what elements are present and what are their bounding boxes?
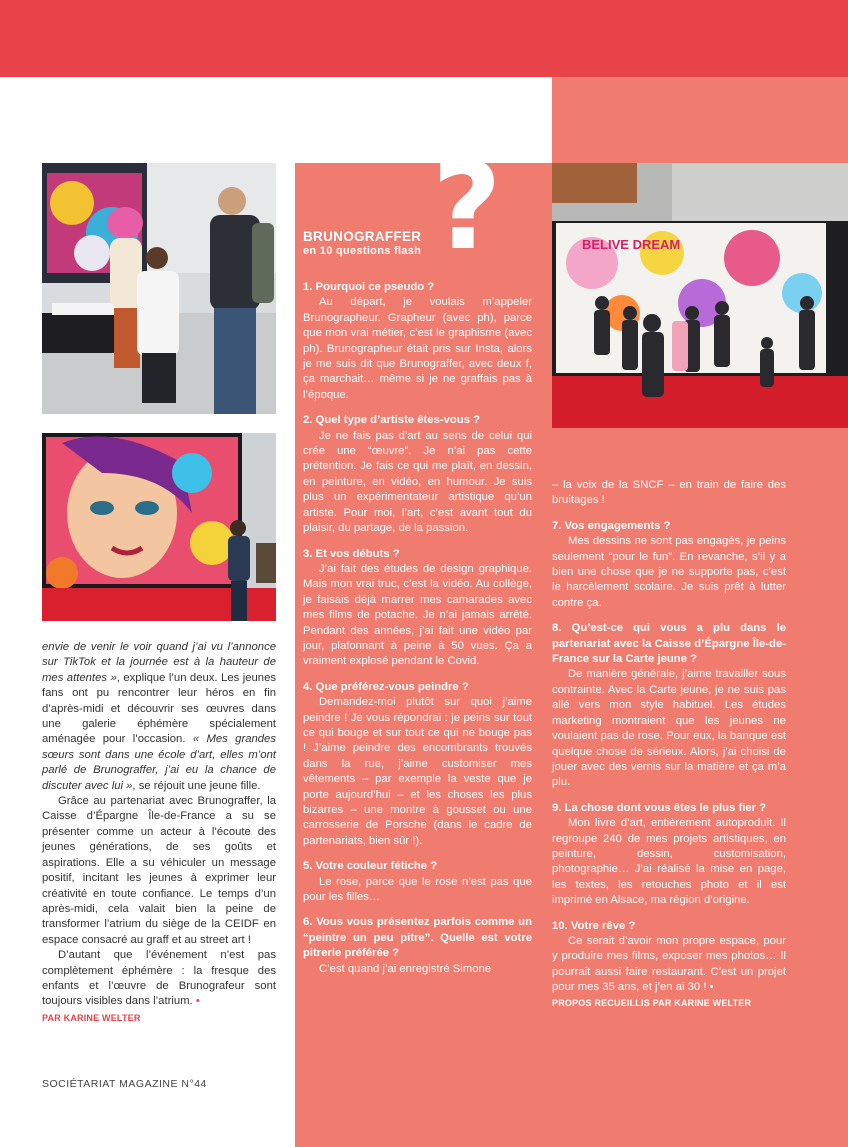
question-4: 4. Que préférez-vous peindre ? bbox=[303, 680, 469, 693]
headline-title: BRUNOGRAFFER bbox=[303, 229, 422, 244]
left-paragraph-2 bbox=[42, 794, 276, 948]
question-3: 3. Et vos débuts ? bbox=[303, 547, 400, 560]
qa-item-7 bbox=[552, 519, 786, 611]
left-paragraph-1 bbox=[42, 640, 276, 794]
answer-8: De manière générale, j’aime travailler sous contrainte. Avec la Carte jeune, je ne suis pas allé vers mon style habituel. Les études marketing montraient que les jeunes ne voulaient pas de rose. Pour eux, la banque est quelque chose de sérieux. Alors, j’ai choisi de jouer avec des vernis sur la matière et ça m’a plu. bbox=[552, 668, 786, 789]
qa-item-2 bbox=[303, 413, 532, 536]
question-8: 8. Qu’est-ce qui vous a plu dans le partenariat avec la Caisse d’Épargne Île-de-France sur la Carte jeune ? bbox=[552, 622, 786, 666]
left-paragraph-2-run: Grâce au partenariat avec Brunograffer, la Caisse d’Épargne Île-de-France a su se présenter comme un acteur à l’écoute des jeunes générations, de ses goûts et aspirations. Elle a su véhiculer un message positif, incitant les jeunes à exprimer leur créativité en toute confiance. Le temps d’un après-midi, cela valait bien la peine de transformer l’atrium du siège de la CEIDF en espace consacré au graff et au street art ! bbox=[42, 795, 276, 946]
question-5: 5. Votre couleur fétiche ? bbox=[303, 860, 438, 873]
answer-6: C’est quand j’ai enregistré Simone bbox=[319, 962, 492, 975]
right-qa-column bbox=[552, 478, 786, 1011]
answer-6-continued: – la voix de la SNCF – en train de faire des bruitages ! bbox=[552, 479, 786, 507]
answer-2: Je ne fais pas d’art au sens de celui qui crée une “œuvre”. Je n’ai pas cette prétention. Je fais ce qui me plaît, en dessin, en peinture, en vidéo, en humour. Je suis plus un expérimentateur artistique qu’un artiste. Pour moi, l’art, c’est avant tout du plaisir, du partage, de la passion. bbox=[303, 429, 532, 535]
qa-item-6 bbox=[303, 915, 532, 977]
magazine-footer: SOCIÉTARIAT MAGAZINE N°44 bbox=[42, 1078, 207, 1090]
question-1: 1. Pourquoi ce pseudo ? bbox=[303, 281, 435, 293]
left-paragraph-1-run: « Mes grandes sœurs sont dans une école d’art, elles m’ont parlé de Brunograffer, j’ai eu la chance de discuter avec lui » bbox=[42, 733, 276, 792]
left-article-text bbox=[42, 640, 276, 1026]
headline-subtitle: en 10 questions flash bbox=[303, 245, 422, 257]
answer-9: Mon livre d’art, entièrement autoproduit. Il regroupe 240 de mes projets artistiques, en peinture, dessin, customisation, photographie… J’ai réalisé la mise en page, les textes, les retouches photo et il est imprimé en Alsace, ma région d’origine. bbox=[552, 817, 786, 907]
left-paragraph-1-run: , explique l’un deux. Les jeunes fans ont pu rencontrer leur héros en fin d’après-midi et découvrir ses œuvres dans une galerie éphémère spécialement aménagée pour l’occasion. bbox=[42, 671, 276, 746]
top-color-band bbox=[0, 0, 848, 77]
answer-10: Ce serait d’avoir mon propre espace, pour y produire mes films, exposer mes photos… Il pourrait aussi faire restaurant. C’est un projet pour mes 35 ans, et j’en ai 30 ! • bbox=[552, 934, 786, 994]
left-byline: PAR KARINE WELTER bbox=[42, 1012, 141, 1023]
left-paragraph-3-run: • bbox=[195, 995, 200, 1008]
photo-portrait-fresque bbox=[42, 433, 276, 621]
qa-item-3 bbox=[303, 547, 532, 670]
left-paragraph-3 bbox=[42, 948, 276, 1010]
photo-artist-with-fans bbox=[42, 163, 276, 414]
question-9: 9. La chose dont vous êtes le plus fier ? bbox=[552, 801, 767, 814]
answer-6-continued-block bbox=[552, 478, 786, 509]
answer-4: Demandez-moi plutôt sur quoi j’aime peindre ! Je vous répondrai : je peins sur tout ce qui bouge et sur tout ce qui ne bouge pas ! J’aime peindre des encombrants trouvés dans la rue, j’aime customiser mes vêtements – par exemple la veste que je porte aujourd’hui – et les choses les plus bizarres – une montre à gousset ou une carrosserie de Porsche (dans le cadre de partenariats, bien sûr !). bbox=[303, 696, 532, 847]
right-header-band bbox=[552, 77, 848, 163]
middle-qa-column bbox=[303, 280, 532, 987]
photo-children-painting bbox=[552, 163, 848, 428]
qa-item-5 bbox=[303, 859, 532, 905]
answer-1: Au départ, je voulais m’appeler Brunographeur. Grapheur (avec ph), parce que mon vrai métier, c’est le graphisme (avec ph). Brunographeur était pris sur Insta, alors je me suis dit que Brunograffer, avec deux f, ça marchait… même si je ne graffais pas à l’époque. bbox=[303, 296, 532, 401]
question-mark-graphic: ? bbox=[432, 138, 502, 277]
answer-5: Le rose, parce que le rose n’est pas que pour les filles… bbox=[303, 875, 532, 904]
question-7: 7. Vos engagements ? bbox=[552, 519, 671, 532]
question-10: 10. Votre rêve ? bbox=[552, 919, 636, 932]
qa-item-10 bbox=[552, 919, 786, 1011]
answer-7: Mes dessins ne sont pas engagés, je peins seulement “pour le fun”. En revanche, s’il y a bien une chose que je ne supporte pas, c’est le harcèlement scolaire. Je suis prêt à lutter contre ça. bbox=[552, 535, 786, 609]
qa-item-4 bbox=[303, 680, 532, 849]
qa-item-8 bbox=[552, 621, 786, 790]
qa-item-1 bbox=[303, 280, 532, 403]
question-2: 2. Quel type d’artiste êtes-vous ? bbox=[303, 414, 481, 427]
left-paragraph-1-run: envie de venir le voir quand j’ai vu l’annonce sur TikTok et la journée est à la hauteur de mes attentes » bbox=[42, 641, 276, 684]
graffiti-text: BELIVE DREAM bbox=[582, 237, 681, 252]
answer-3: J’ai fait des études de design graphique. Mais mon vrai truc, c’est la vidéo. Au collège, je faisais déjà marrer mes camarades avec mes films de potache. Je n’ai jamais arrêté. Pendant des années, j’ai fait une vidéo par jour, plafonnant à peine à 50 vues. Ça a vraiment explosé pendant le Covid. bbox=[303, 562, 532, 668]
question-6: 6. Vous vous présentez parfois comme un “peintre un peu pitre”. Quelle est votre pitrerie préférée ? bbox=[303, 916, 532, 960]
left-paragraph-3-run: D’autant que l’événement n’est pas complètement éphémère : la fresque des enfants et l’œuvre de Brunografeur sont toujours visibles dans l’atrium. bbox=[42, 949, 276, 1008]
qa-item-9 bbox=[552, 801, 786, 909]
left-paragraph-1-run: , se réjouit une jeune fille. bbox=[132, 779, 261, 792]
right-byline: PROPOS RECUEILLIS PAR KARINE WELTER bbox=[552, 997, 752, 1008]
interview-headline bbox=[303, 229, 421, 259]
